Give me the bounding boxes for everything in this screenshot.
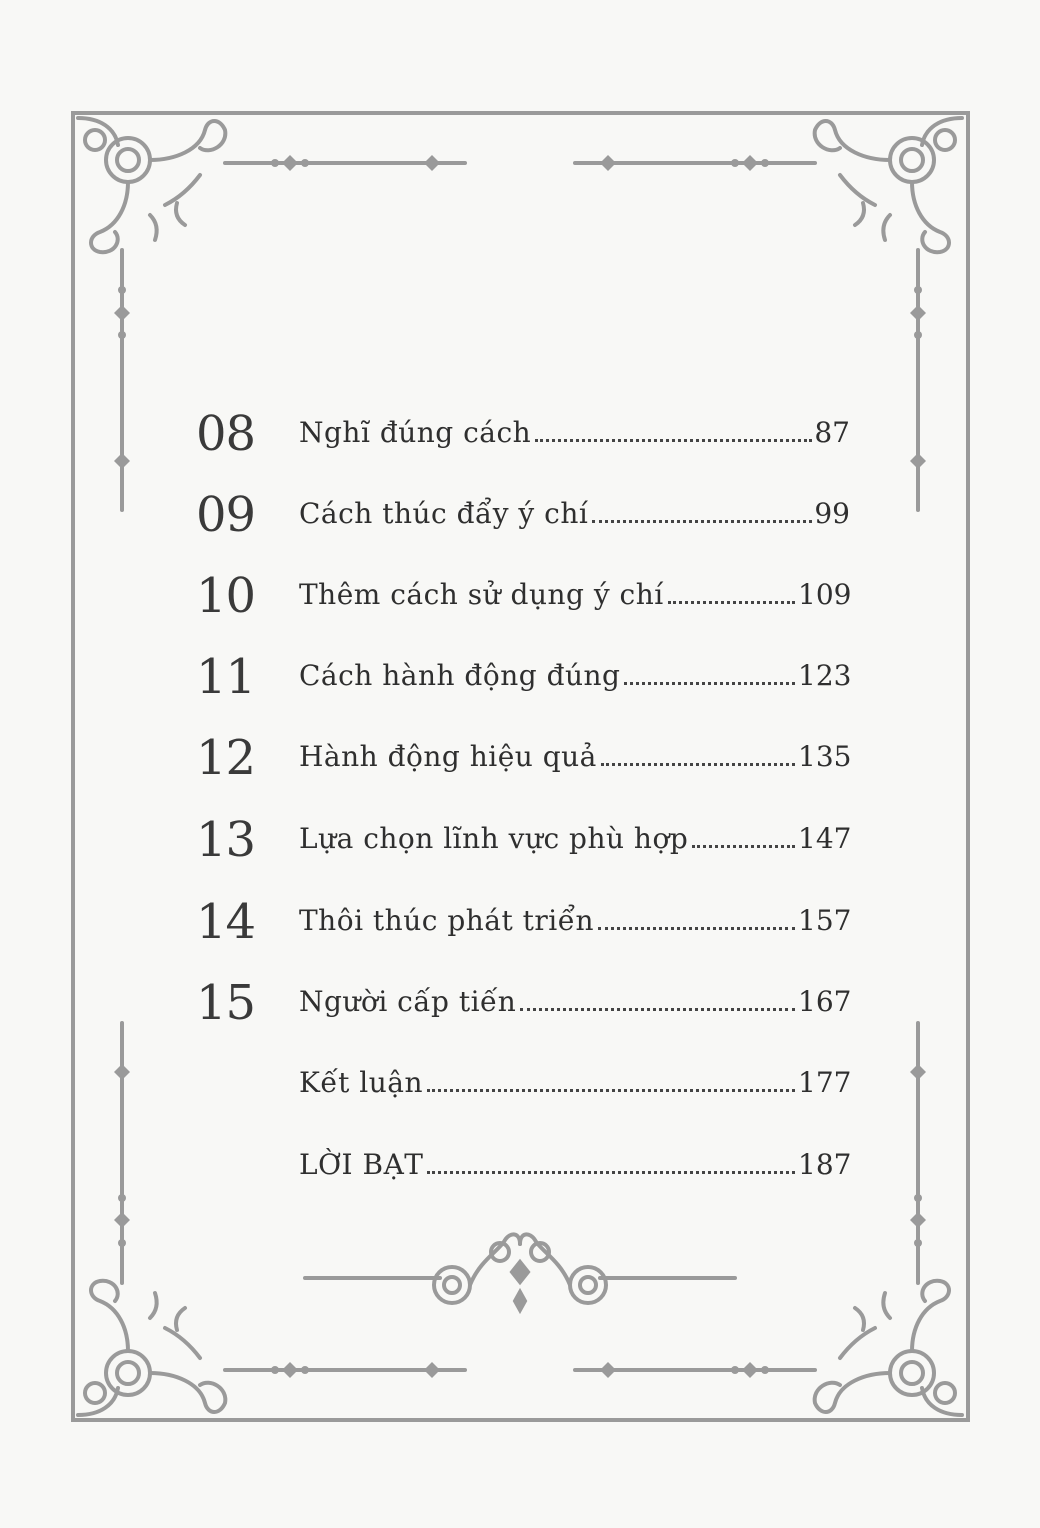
chapter-number: 13 xyxy=(196,812,256,868)
chapter-title: LỜI BẠT xyxy=(299,1148,424,1181)
toc-entry[interactable] xyxy=(0,975,1040,1071)
page-number: 187 xyxy=(798,1148,852,1181)
chapter-title: Nghĩ đúng cách xyxy=(299,416,532,449)
page-number: 147 xyxy=(798,822,852,855)
chapter-number: 14 xyxy=(196,894,256,950)
page-number: 109 xyxy=(798,578,852,611)
toc-entry[interactable] xyxy=(0,568,1040,664)
toc-entry[interactable] xyxy=(0,1148,1040,1234)
dot-leader xyxy=(668,601,795,604)
chapter-title: Thêm cách sử dụng ý chí xyxy=(299,578,664,611)
dot-leader xyxy=(520,1008,795,1011)
chapter-title: Lựa chọn lĩnh vực phù hợp xyxy=(299,822,689,855)
dot-leader xyxy=(592,520,812,523)
dot-leader xyxy=(427,1171,795,1174)
toc-entry[interactable] xyxy=(0,406,1040,502)
chapter-number: 12 xyxy=(196,730,256,786)
chapter-number: 09 xyxy=(196,487,256,543)
toc-entry[interactable] xyxy=(0,730,1040,826)
toc-entry[interactable] xyxy=(0,812,1040,908)
chapter-number: 11 xyxy=(196,649,256,705)
chapter-title: Hành động hiệu quả xyxy=(299,740,597,773)
page-number: 167 xyxy=(798,985,852,1018)
page-number: 87 xyxy=(814,416,850,449)
chapter-title: Cách hành động đúng xyxy=(299,659,621,692)
dot-leader xyxy=(624,682,795,685)
chapter-title: Kết luận xyxy=(299,1066,424,1099)
dot-leader xyxy=(598,927,795,930)
page-number: 99 xyxy=(814,497,850,530)
page-number: 135 xyxy=(798,740,852,773)
page-number: 123 xyxy=(798,659,852,692)
dot-leader xyxy=(601,763,795,766)
chapter-number: 08 xyxy=(196,406,256,462)
chapter-title: Người cấp tiến xyxy=(299,985,517,1018)
chapter-title: Cách thúc đẩy ý chí xyxy=(299,497,589,530)
chapter-number: 15 xyxy=(196,975,256,1031)
dot-leader xyxy=(427,1089,795,1092)
chapter-title: Thôi thúc phát triển xyxy=(299,904,594,937)
chapter-number: 10 xyxy=(196,568,256,624)
toc-entry[interactable] xyxy=(0,649,1040,745)
toc-entry[interactable] xyxy=(0,487,1040,583)
toc-entry[interactable] xyxy=(0,894,1040,990)
page-number: 157 xyxy=(798,904,852,937)
dot-leader xyxy=(692,845,795,848)
dot-leader xyxy=(535,439,812,442)
toc-entry[interactable] xyxy=(0,1066,1040,1152)
page-number: 177 xyxy=(798,1066,852,1099)
